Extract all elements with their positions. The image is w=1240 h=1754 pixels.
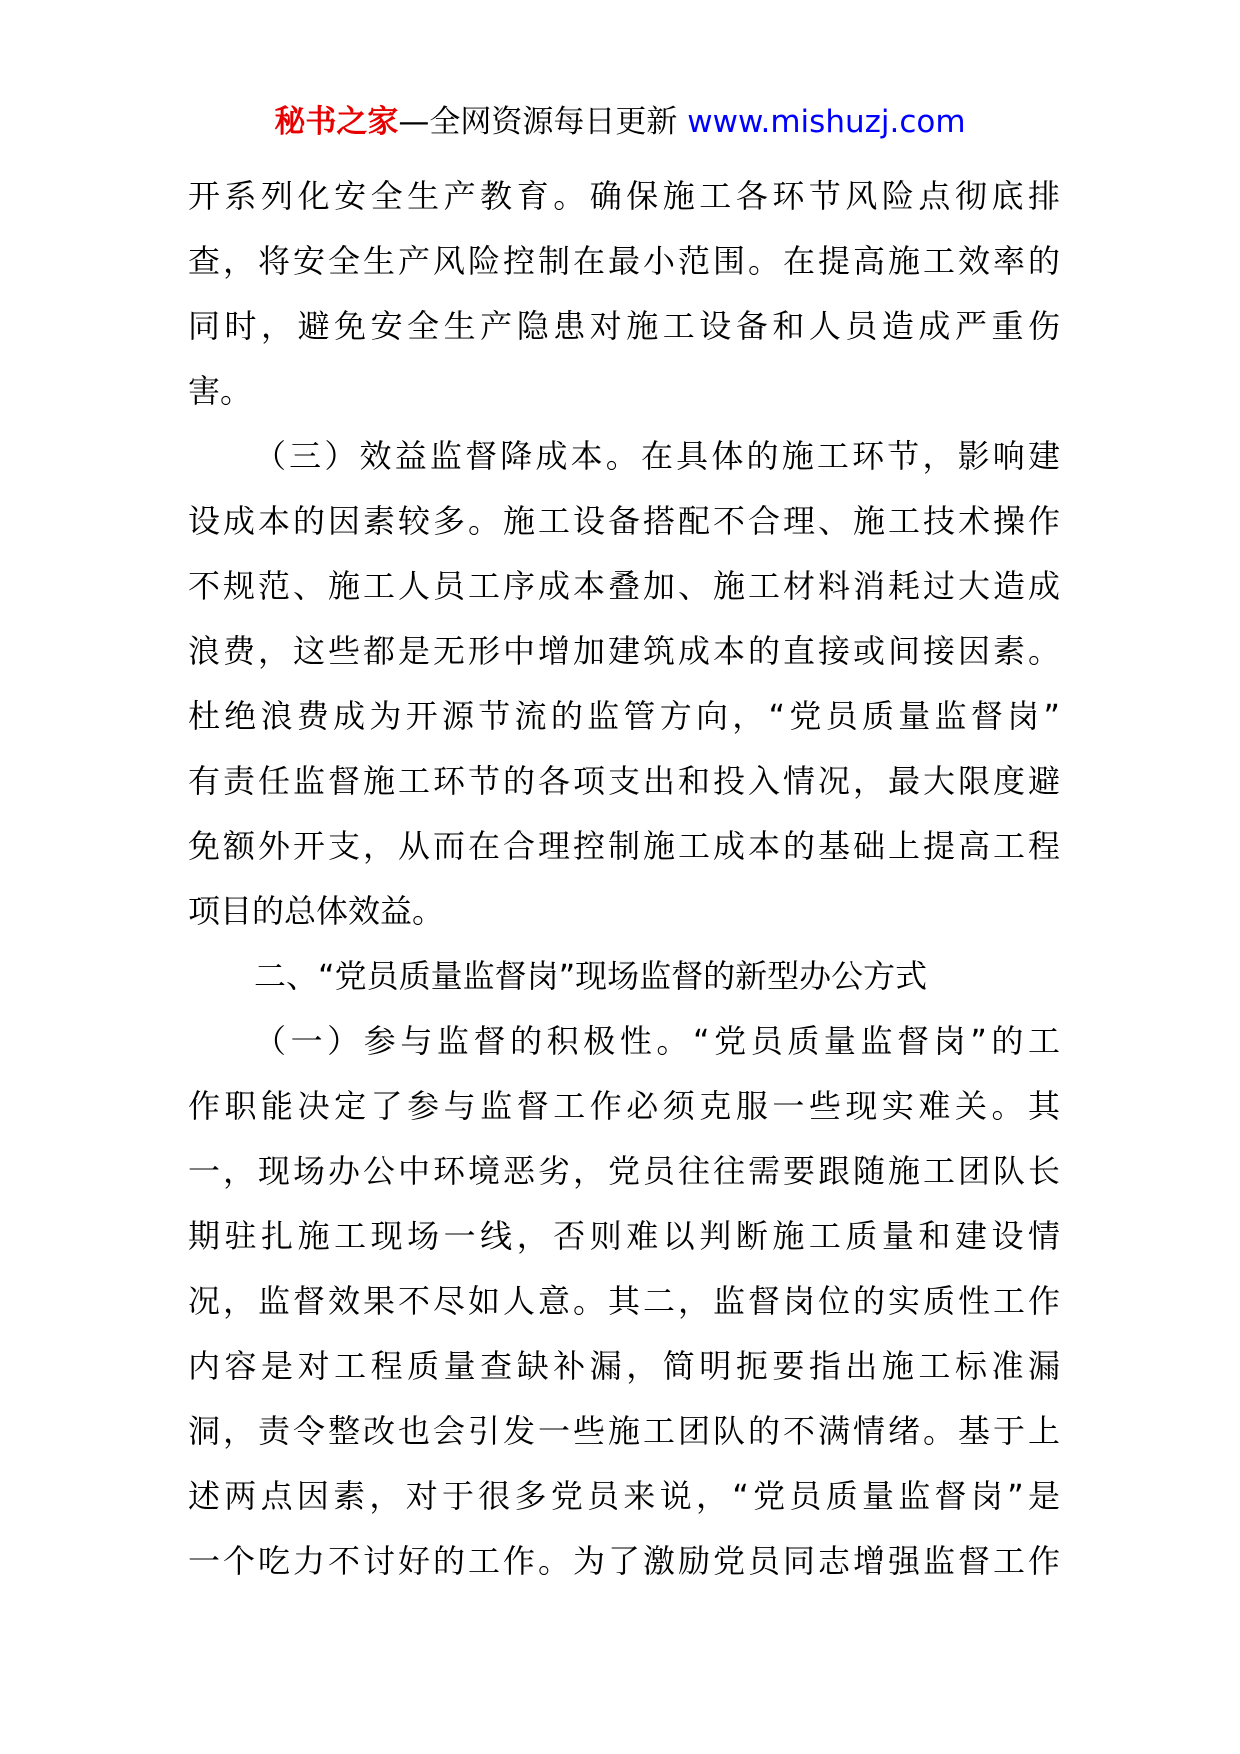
text-line: 害。 <box>188 372 253 410</box>
paragraph <box>188 424 1060 944</box>
text-line: 有责任监督施工环节的各项支出和投入情况，最大限度避 <box>188 762 1060 800</box>
paragraph <box>188 1009 1060 1594</box>
site-header <box>0 102 1240 142</box>
text-line: 开系列化安全生产教育。确保施工各环节风险点彻底排 <box>188 177 1060 215</box>
text-line: 一，现场办公中环境恶劣，党员往往需要跟随施工团队长 <box>188 1152 1060 1190</box>
text-line: 一个吃力不讨好的工作。为了激励党员同志增强监督工作 <box>188 1542 1060 1580</box>
text-line: 内容是对工程质量查缺补漏，简明扼要指出施工标准漏 <box>188 1347 1060 1385</box>
text-line: 期驻扎施工现场一线，否则难以判断施工质量和建设情 <box>188 1217 1060 1255</box>
header-tagline: —全网资源每日更新 <box>398 104 678 140</box>
text-line: 设成本的因素较多。施工设备搭配不合理、施工技术操作 <box>188 502 1060 540</box>
text-line: 作职能决定了参与监督工作必须克服一些现实难关。其 <box>188 1087 1060 1125</box>
text-line: （三）效益监督降成本。在具体的施工环节，影响建 <box>254 437 1060 475</box>
text-line: （一）参与监督的积极性。“党员质量监督岗”的工 <box>254 1022 1060 1060</box>
text-line: 洞，责令整改也会引发一些施工团队的不满情绪。基于上 <box>188 1412 1060 1450</box>
text-line: 浪费，这些都是无形中增加建筑成本的直接或间接因素。 <box>188 632 1060 670</box>
text-line: 杜绝浪费成为开源节流的监管方向，“党员质量监督岗” <box>188 697 1060 735</box>
brand-name: 秘书之家 <box>274 104 399 140</box>
text-line: 况，监督效果不尽如人意。其二，监督岗位的实质性工作 <box>188 1282 1060 1320</box>
text-line: 二、“党员质量监督岗”现场监督的新型办公方式 <box>254 957 928 995</box>
text-line: 述两点因素，对于很多党员来说，“党员质量监督岗”是 <box>188 1477 1060 1515</box>
text-line: 同时，避免安全生产隐患对施工设备和人员造成严重伤 <box>188 307 1060 345</box>
paragraph <box>188 944 1060 1009</box>
text-line: 不规范、施工人员工序成本叠加、施工材料消耗过大造成 <box>188 567 1060 605</box>
text-line: 查，将安全生产风险控制在最小范围。在提高施工效率的 <box>188 242 1060 280</box>
document-body <box>188 164 1060 1594</box>
paragraph <box>188 164 1060 424</box>
text-line: 项目的总体效益。 <box>188 892 445 930</box>
site-url-link[interactable]: www.mishuzj.com <box>687 104 966 140</box>
text-line: 免额外开支，从而在合理控制施工成本的基础上提高工程 <box>188 827 1060 865</box>
